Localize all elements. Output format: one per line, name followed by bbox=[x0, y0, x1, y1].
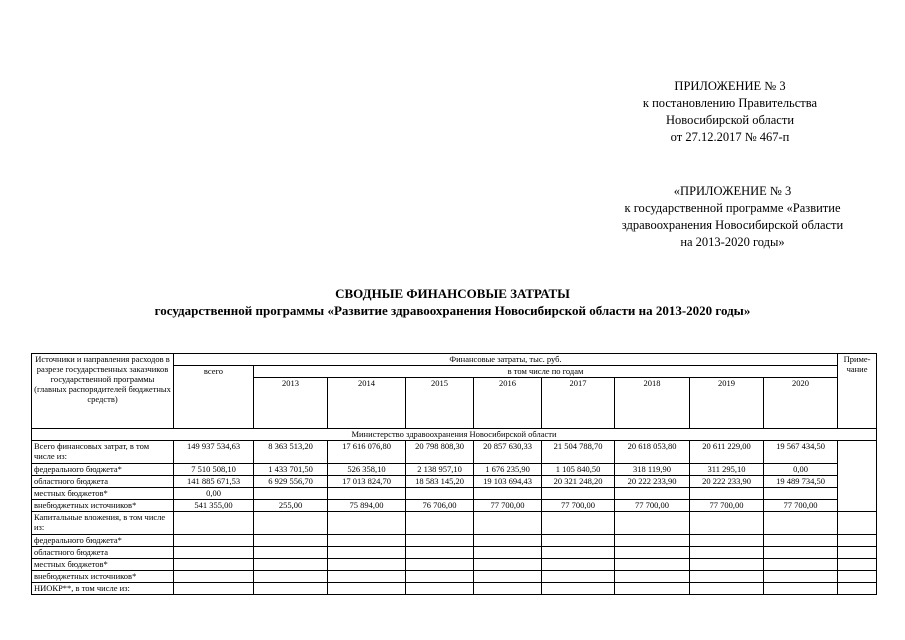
value-cell bbox=[254, 535, 328, 547]
value-cell bbox=[764, 559, 838, 571]
value-cell bbox=[328, 547, 406, 559]
value-cell bbox=[542, 512, 615, 535]
value-cell bbox=[615, 571, 690, 583]
program-appendix-line3: здравоохранения Новосибирской области bbox=[621, 218, 844, 232]
value-cell bbox=[542, 488, 615, 500]
year-header: 2020 bbox=[764, 378, 838, 429]
value-cell bbox=[690, 583, 764, 595]
value-cell: 19 489 734,50 bbox=[764, 476, 838, 488]
value-cell: 20 222 233,90 bbox=[690, 476, 764, 488]
title-subtitle: государственной программы «Развитие здравоохранения Новосибирской области на 2013-2020 годы» bbox=[154, 303, 751, 318]
row-label: внебюджетных источников* bbox=[32, 571, 174, 583]
value-cell bbox=[615, 583, 690, 595]
value-cell bbox=[406, 559, 474, 571]
row-label: федерального бюджета* bbox=[32, 535, 174, 547]
header-costs: Финансовые затраты, тыс. руб. bbox=[174, 354, 838, 366]
table-row bbox=[32, 464, 877, 476]
row-label: федерального бюджета* bbox=[32, 464, 174, 476]
value-cell bbox=[406, 547, 474, 559]
value-cell bbox=[615, 512, 690, 535]
value-cell: 541 355,00 bbox=[174, 500, 254, 512]
value-cell bbox=[254, 488, 328, 500]
row-label: Капитальные вложения, в том числе из: bbox=[32, 512, 174, 535]
row-label: местных бюджетов* bbox=[32, 488, 174, 500]
value-cell: 526 358,10 bbox=[328, 464, 406, 476]
year-header: 2016 bbox=[474, 378, 542, 429]
value-cell: 18 583 145,20 bbox=[406, 476, 474, 488]
title-main: СВОДНЫЕ ФИНАНСОВЫЕ ЗАТРАТЫ bbox=[335, 286, 570, 301]
value-cell: 19 103 694,43 bbox=[474, 476, 542, 488]
row-label: местных бюджетов* bbox=[32, 559, 174, 571]
header-total: всего bbox=[174, 366, 254, 429]
value-cell bbox=[690, 559, 764, 571]
value-cell: 77 700,00 bbox=[764, 500, 838, 512]
value-cell: 17 013 824,70 bbox=[328, 476, 406, 488]
value-cell bbox=[764, 583, 838, 595]
year-header: 2019 bbox=[690, 378, 764, 429]
table-row bbox=[32, 547, 877, 559]
year-header: 2014 bbox=[328, 378, 406, 429]
value-cell bbox=[174, 583, 254, 595]
appendix-number: ПРИЛОЖЕНИЕ № 3 bbox=[674, 79, 786, 93]
value-cell: 0,00 bbox=[764, 464, 838, 476]
program-appendix-number: «ПРИЛОЖЕНИЕ № 3 bbox=[673, 184, 792, 198]
value-cell: 20 857 630,33 bbox=[474, 441, 542, 464]
value-cell bbox=[174, 547, 254, 559]
value-cell bbox=[615, 535, 690, 547]
appendix-region: Новосибирской области bbox=[665, 113, 795, 127]
appendix-date: от 27.12.2017 № 467-п bbox=[670, 130, 790, 144]
value-cell bbox=[254, 559, 328, 571]
value-cell: 1 676 235,90 bbox=[474, 464, 542, 476]
value-cell: 8 363 513,20 bbox=[254, 441, 328, 464]
program-appendix-line2: к государственной программе «Развитие bbox=[624, 201, 841, 215]
value-cell bbox=[690, 571, 764, 583]
appendix-reference-block bbox=[596, 78, 864, 146]
value-cell: 77 700,00 bbox=[690, 500, 764, 512]
table-row bbox=[32, 583, 877, 595]
year-header: 2018 bbox=[615, 378, 690, 429]
table-row bbox=[32, 476, 877, 488]
financial-costs-table bbox=[31, 353, 877, 595]
value-cell: 2 138 957,10 bbox=[406, 464, 474, 476]
value-cell bbox=[174, 559, 254, 571]
value-cell bbox=[615, 559, 690, 571]
value-cell bbox=[690, 488, 764, 500]
document-title bbox=[30, 285, 875, 319]
value-cell bbox=[328, 535, 406, 547]
value-cell bbox=[254, 547, 328, 559]
value-cell: 1 433 701,50 bbox=[254, 464, 328, 476]
value-cell: 6 929 556,70 bbox=[254, 476, 328, 488]
program-appendix-line4: на 2013-2020 годы» bbox=[680, 235, 785, 249]
header-source: Источники и направления расходов в разрезе государственных заказчиков государственной программы (главных распорядителей бюджетных средств) bbox=[32, 354, 174, 429]
table-row bbox=[32, 500, 877, 512]
value-cell bbox=[254, 571, 328, 583]
value-cell bbox=[690, 547, 764, 559]
value-cell: 75 894,00 bbox=[328, 500, 406, 512]
note-cell bbox=[838, 583, 877, 595]
value-cell bbox=[542, 547, 615, 559]
header-note: Приме-чание bbox=[838, 354, 877, 429]
note-cell bbox=[838, 571, 877, 583]
note-cell bbox=[838, 464, 877, 476]
value-cell bbox=[764, 547, 838, 559]
row-label: НИОКР**, в том числе из: bbox=[32, 583, 174, 595]
value-cell: 20 798 808,30 bbox=[406, 441, 474, 464]
note-cell bbox=[838, 512, 877, 535]
value-cell bbox=[328, 559, 406, 571]
value-cell bbox=[406, 535, 474, 547]
year-header: 2013 bbox=[254, 378, 328, 429]
value-cell bbox=[764, 535, 838, 547]
table-row bbox=[32, 441, 877, 464]
value-cell bbox=[615, 547, 690, 559]
value-cell bbox=[474, 547, 542, 559]
value-cell bbox=[328, 512, 406, 535]
note-cell bbox=[838, 547, 877, 559]
value-cell: 311 295,10 bbox=[690, 464, 764, 476]
value-cell bbox=[615, 488, 690, 500]
table-row bbox=[32, 488, 877, 500]
value-cell: 0,00 bbox=[174, 488, 254, 500]
value-cell bbox=[690, 512, 764, 535]
value-cell bbox=[406, 512, 474, 535]
value-cell bbox=[406, 488, 474, 500]
row-label: областного бюджета bbox=[32, 476, 174, 488]
value-cell bbox=[328, 488, 406, 500]
value-cell bbox=[474, 583, 542, 595]
value-cell: 77 700,00 bbox=[615, 500, 690, 512]
value-cell bbox=[174, 571, 254, 583]
value-cell bbox=[328, 571, 406, 583]
value-cell bbox=[474, 535, 542, 547]
note-cell bbox=[838, 559, 877, 571]
table-row bbox=[32, 512, 877, 535]
value-cell bbox=[474, 571, 542, 583]
value-cell: 1 105 840,50 bbox=[542, 464, 615, 476]
table-row bbox=[32, 535, 877, 547]
value-cell bbox=[254, 512, 328, 535]
year-header: 2015 bbox=[406, 378, 474, 429]
value-cell: 20 321 248,20 bbox=[542, 476, 615, 488]
value-cell bbox=[690, 535, 764, 547]
note-cell bbox=[838, 476, 877, 488]
value-cell bbox=[406, 571, 474, 583]
ministry-row: Министерство здравоохранения Новосибирской области bbox=[32, 429, 877, 441]
row-label: областного бюджета bbox=[32, 547, 174, 559]
value-cell bbox=[328, 583, 406, 595]
value-cell bbox=[254, 583, 328, 595]
value-cell bbox=[764, 488, 838, 500]
value-cell: 77 700,00 bbox=[542, 500, 615, 512]
value-cell bbox=[542, 583, 615, 595]
value-cell bbox=[474, 488, 542, 500]
value-cell bbox=[542, 571, 615, 583]
value-cell: 19 567 434,50 bbox=[764, 441, 838, 464]
value-cell bbox=[764, 512, 838, 535]
value-cell: 21 504 788,70 bbox=[542, 441, 615, 464]
row-label: внебюджетных источников* bbox=[32, 500, 174, 512]
value-cell: 76 706,00 bbox=[406, 500, 474, 512]
value-cell bbox=[406, 583, 474, 595]
value-cell bbox=[542, 559, 615, 571]
appendix-decree: к постановлению Правительства bbox=[642, 96, 818, 110]
value-cell: 318 119,90 bbox=[615, 464, 690, 476]
value-cell: 20 618 053,80 bbox=[615, 441, 690, 464]
value-cell: 141 885 671,53 bbox=[174, 476, 254, 488]
note-cell bbox=[838, 500, 877, 512]
value-cell: 149 937 534,63 bbox=[174, 441, 254, 464]
note-cell bbox=[838, 488, 877, 500]
note-cell bbox=[838, 441, 877, 464]
value-cell bbox=[764, 571, 838, 583]
value-cell: 255,00 bbox=[254, 500, 328, 512]
value-cell bbox=[174, 535, 254, 547]
table-row bbox=[32, 559, 877, 571]
value-cell: 20 222 233,90 bbox=[615, 476, 690, 488]
value-cell bbox=[174, 512, 254, 535]
year-header: 2017 bbox=[542, 378, 615, 429]
value-cell: 77 700,00 bbox=[474, 500, 542, 512]
value-cell: 17 616 076,80 bbox=[328, 441, 406, 464]
value-cell bbox=[542, 535, 615, 547]
header-by-years: в том числе по годам bbox=[254, 366, 838, 378]
value-cell: 7 510 508,10 bbox=[174, 464, 254, 476]
note-cell bbox=[838, 535, 877, 547]
value-cell: 20 611 229,00 bbox=[690, 441, 764, 464]
value-cell bbox=[474, 559, 542, 571]
value-cell bbox=[474, 512, 542, 535]
table-row bbox=[32, 571, 877, 583]
program-appendix-block bbox=[590, 183, 875, 251]
row-label: Всего финансовых затрат, в том числе из: bbox=[32, 441, 174, 464]
